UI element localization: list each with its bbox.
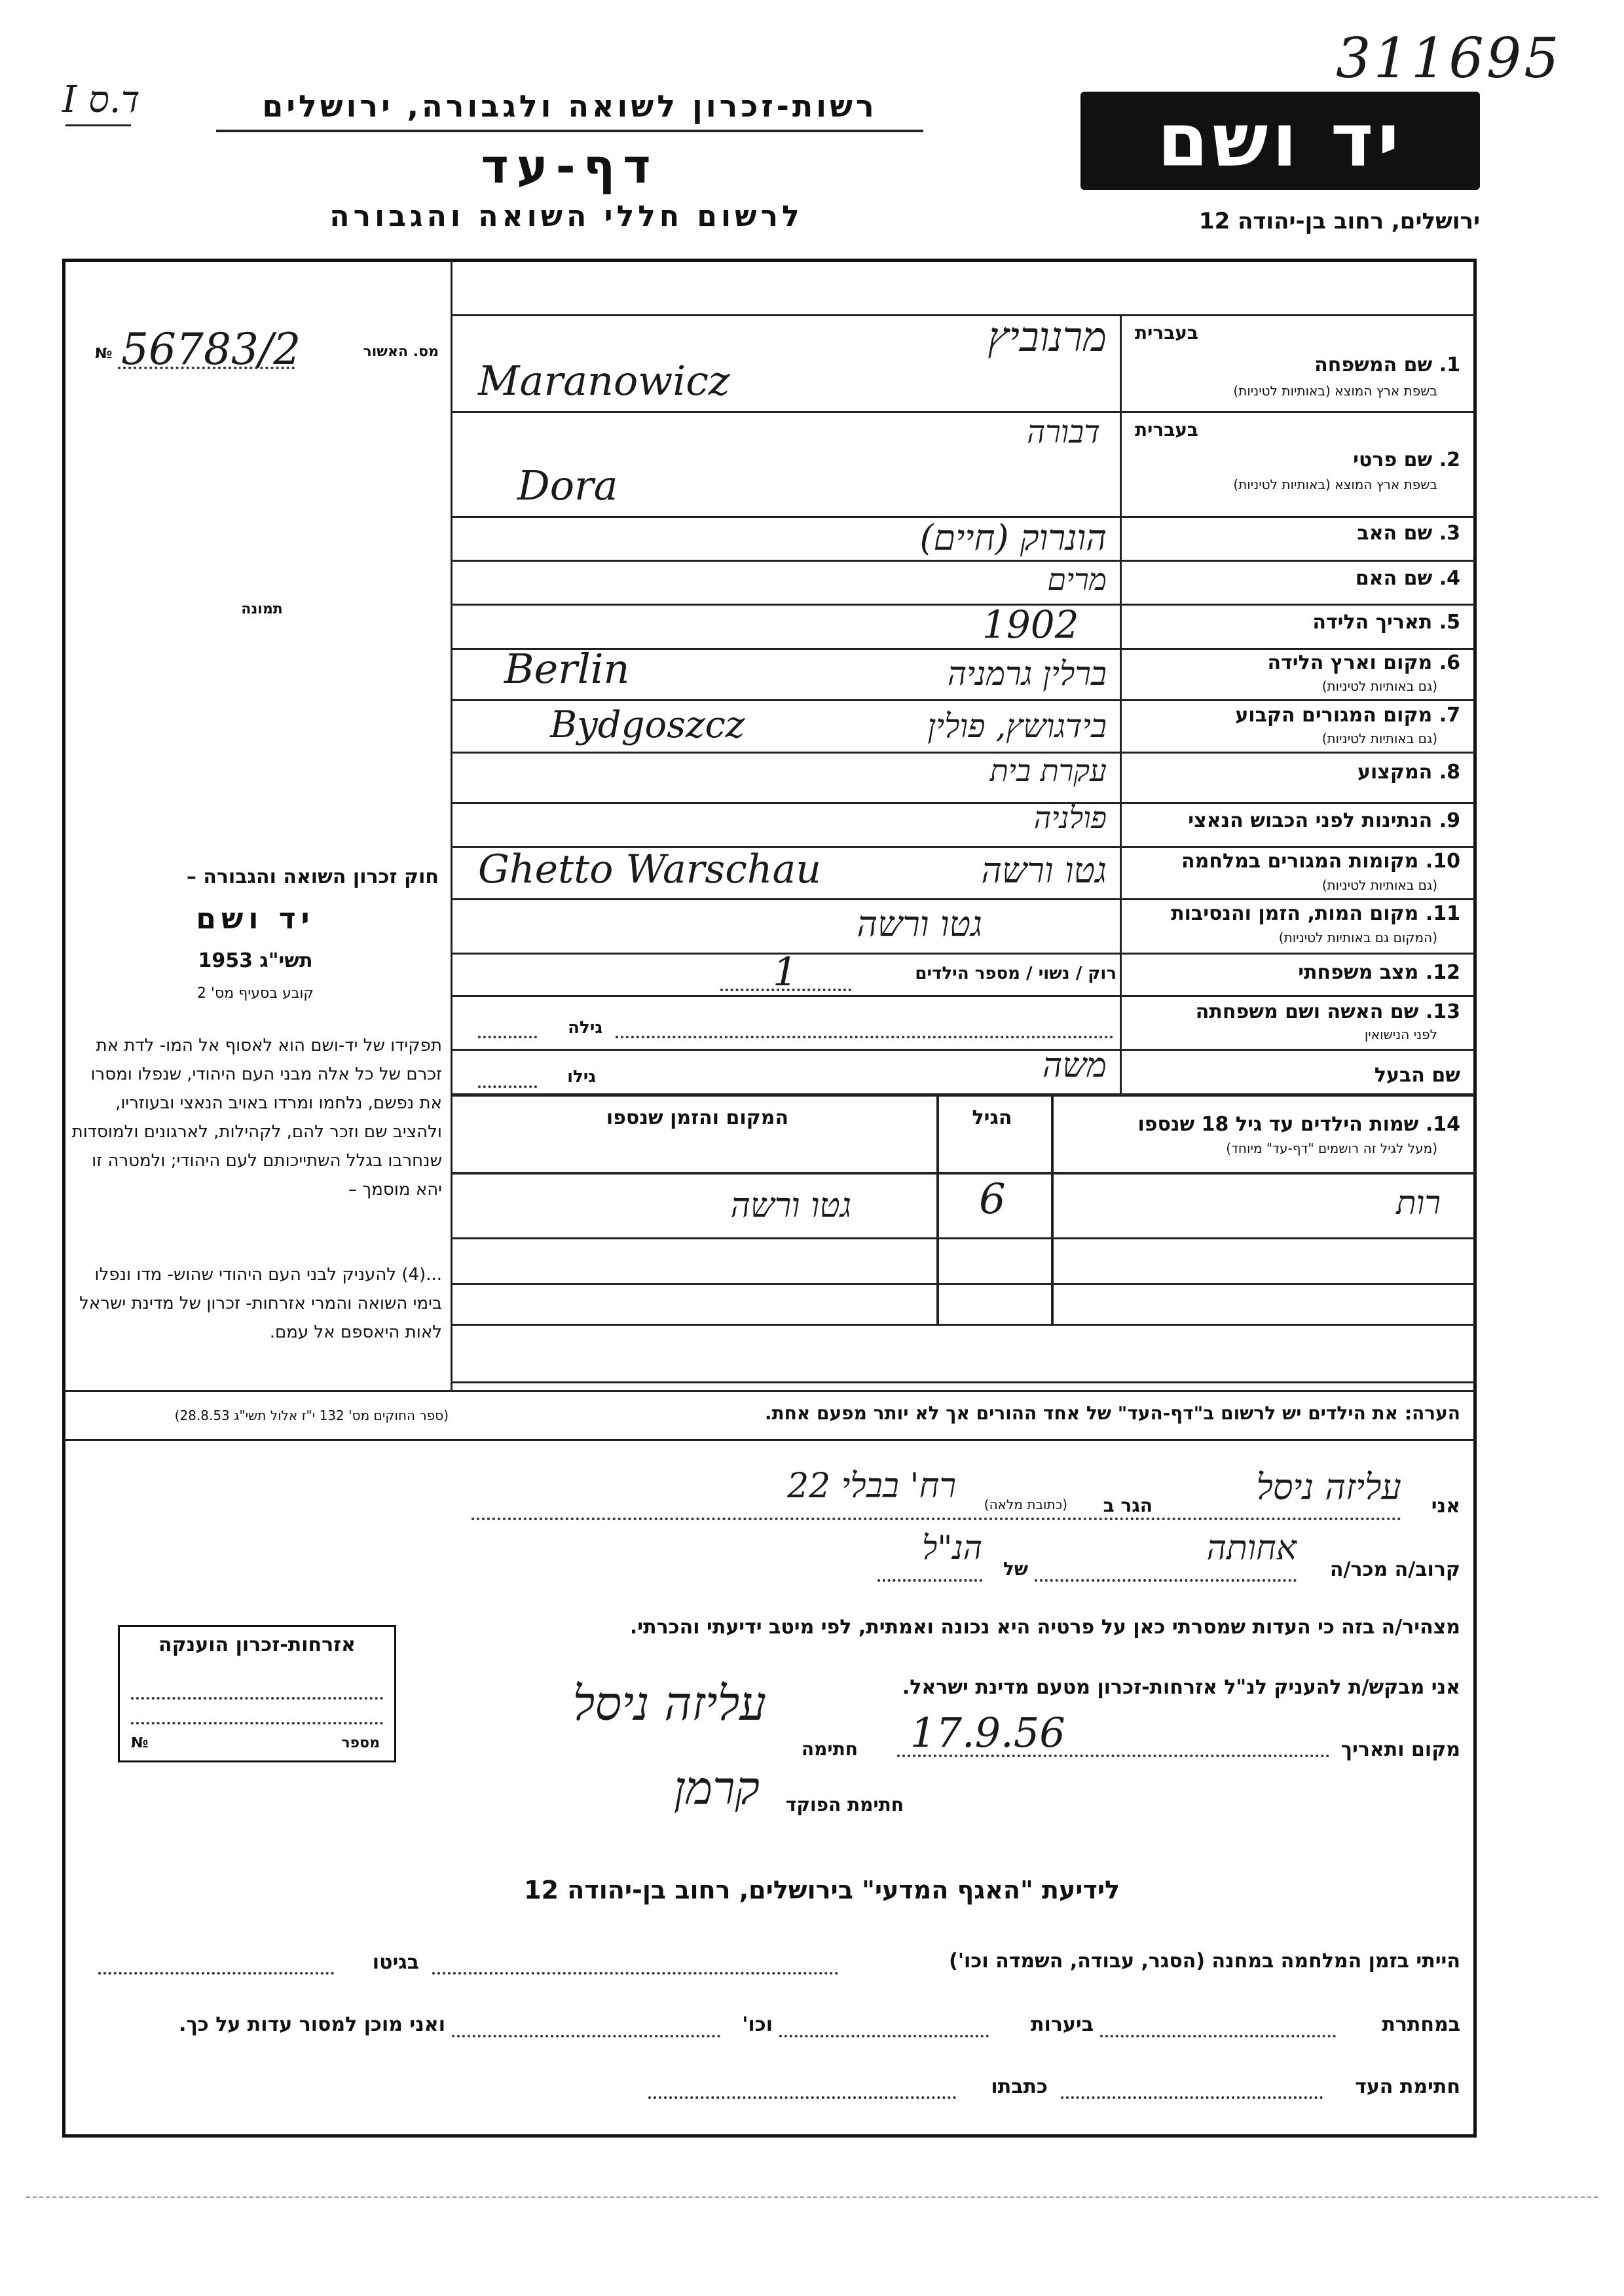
declarant-name: עליזה ניסל: [1256, 1467, 1401, 1508]
witness-address-label: כתבתו: [991, 2075, 1048, 2098]
field-12-label: 12. מצב משפחתי: [1298, 961, 1460, 984]
field-5-value: 1902: [982, 602, 1079, 647]
field-7-label: 7. מקום המגורים הקבוע: [1235, 704, 1460, 727]
field-2-hebrew-value: דבורה: [1027, 414, 1100, 450]
field-2-label: 2. שם פרטי: [1353, 448, 1460, 471]
field-10-sublabel: (גם באותיות לטיניות): [1321, 877, 1437, 893]
declaration-text: מצהיר/ה בזה כי העדות שמסרתי כאן על פרטיה היא נכונה ואמתית, לפי מיטב ידיעתי והכרתי.: [629, 1616, 1460, 1639]
form-title: דף-עד: [481, 139, 659, 194]
field-6-label: 6. מקום וארץ הלידה: [1267, 651, 1460, 674]
ready-to-testify: ואני מוכן למסור עדות על כך.: [179, 2013, 445, 2036]
official-signature: קרמן: [673, 1761, 760, 1815]
hebrew-label-1: בעברית: [1134, 322, 1198, 344]
archive-number: 311695: [1336, 26, 1562, 90]
field-3-value: הונרוק (חיים): [919, 517, 1107, 558]
underground-label: במחתרת: [1382, 2013, 1460, 2036]
approval-line: [118, 367, 295, 369]
approval-number: 56783/2: [121, 324, 301, 374]
husband-value: משה: [1042, 1046, 1107, 1085]
field-1-hebrew-value: מרנוביץ: [987, 313, 1107, 361]
child-1-name: רות: [1396, 1184, 1441, 1222]
citizenship-no-mark: №: [131, 1735, 149, 1751]
law-year: תשי"ג 1953: [198, 949, 313, 972]
field-7-sublabel: (גם באותיות לטיניות): [1321, 731, 1437, 746]
field-3-label: 3. שם האב: [1357, 522, 1460, 545]
field-13-label: 13. שם האשה ושם משפחתה: [1195, 1000, 1460, 1023]
children-age-header: הגיל: [972, 1106, 1012, 1129]
law-name: יד ושם: [196, 902, 315, 936]
field-10-value: גטו ורשה: [981, 850, 1107, 891]
camp-line: הייתי בזמן המלחמה במחנה (הסגר, עבודה, השמדה וכו'): [949, 1950, 1460, 1973]
header-address: ירושלים, רחוב בן-יהודה 12: [1198, 208, 1480, 234]
approval-no-mark: №: [95, 346, 113, 362]
hebrew-label-2: בעברית: [1134, 419, 1198, 441]
citizenship-number-label: מספר: [341, 1735, 380, 1751]
citizenship-box-title: אזרחות-זכרון הוענקה: [158, 1633, 356, 1656]
field-1-sublabel: בשפת ארץ המוצא (באותיות לטיניות): [1233, 383, 1437, 399]
field-8-value: עקרת בית: [989, 753, 1107, 788]
forests-label: ביערות: [1031, 2013, 1094, 2036]
law-clause: קובע בסעיף מס' 2: [196, 985, 314, 1002]
husband-age-label: גילו: [567, 1067, 596, 1087]
citizenship-request: אני מבקש/ת להעניק לנ"ל אזרחות-זכרון מטעם מדינת ישראל.: [902, 1676, 1460, 1699]
signature-label: חתימה: [801, 1738, 858, 1760]
place-date-label: מקום ותאריך: [1340, 1738, 1460, 1761]
children-note: (מעל לגיל זה רושמים "דף-עד" מיוחד): [1226, 1140, 1437, 1156]
official-signature-label: חתימת הפוקד: [785, 1794, 904, 1815]
photo-label: תמונה: [241, 601, 283, 617]
child-1-place: גטו ורשה: [730, 1186, 851, 1226]
wife-age-label: גילה: [568, 1018, 602, 1038]
declarant-address-note: (כתובת מלאה): [984, 1497, 1067, 1512]
declarant-of-value: הנ"ל: [922, 1529, 982, 1567]
field-7-latin-value: Bydgoszcz: [550, 704, 745, 746]
field-2-sublabel: בשפת ארץ המוצא (באותיות לטיניות): [1233, 477, 1437, 492]
authority-underline: [216, 130, 923, 132]
corner-mark-underline: [65, 124, 131, 126]
field-4-label: 4. שם האם: [1355, 567, 1460, 590]
field-10-latin-value: Ghetto Warschau: [478, 847, 821, 892]
etc-label: וכו': [742, 2013, 773, 2036]
declarant-address: רח' בבלי 22: [787, 1467, 956, 1506]
field-11-value: גטו ורשה: [857, 903, 982, 945]
field-1-latin-value: Maranowicz: [478, 357, 730, 405]
field-2-latin-value: Dora: [517, 462, 618, 509]
husband-label: שם הבעל: [1374, 1064, 1460, 1087]
law-text: תפקידו של יד-ושם הוא לאסוף אל המו- לדת את זכרם של כל אלה מבני העם היהודי, שנפלו ומסרו את נפשם, נלחמו ומרדו באויב הנאצי ובעוזריו, ולהציב שם וזכר להם, לקהילות, לארגונים ולמוסדות שנחרבו בגלל השתייכותם לעם היהודי; ולמטרה זו יהא מוסמך –: [71, 1036, 442, 1199]
declarant-signature: עליזה ניסל: [572, 1676, 766, 1731]
child-1-age: 6: [979, 1175, 1006, 1224]
declarant-relation-label: קרוב/ה מכר/ה: [1329, 1558, 1460, 1581]
field-9-label: 9. הנתינות לפני הכבוש הנאצי: [1188, 809, 1460, 832]
children-label: 14. שמות הילדים עד גיל 18 שנספו: [1137, 1113, 1460, 1136]
authority-name: רשות-זכרון לשואה ולגבורה, ירושלים: [262, 88, 877, 124]
corner-mark-hebrew: ד.ס: [88, 79, 140, 121]
field-4-value: מרים: [1047, 562, 1107, 597]
approval-label: מס. האשור: [363, 344, 439, 360]
left-column-divider: [451, 261, 452, 1390]
declarant-resides-label: הגר ב: [1103, 1495, 1153, 1516]
corner-mark: [62, 79, 140, 121]
field-11-sublabel: (המקום גם באותיות לטיניות): [1278, 930, 1437, 945]
field-7-value: בידגושץ, פולין: [927, 707, 1107, 745]
field-6-latin-value: Berlin: [504, 645, 630, 693]
field-12-options: רוק / נשוי / מספר הילדים: [915, 964, 1116, 983]
children-place-header: המקום והזמן שנספו: [606, 1106, 789, 1129]
declarant-of-label: של: [1003, 1558, 1028, 1580]
witness-signature-label: חתימת העד: [1355, 2075, 1460, 2098]
field-6-value: ברלין גרמניה: [947, 655, 1107, 693]
children-note-line: הערה: את הילדים יש לרשום ב"דף-העד" של אחד ההורים אך לא יותר מפעם אחת.: [764, 1402, 1460, 1424]
scan-edge-line: [26, 2196, 1598, 2198]
declarant-relation: אחותה: [1206, 1529, 1297, 1568]
corner-mark-latin: I: [62, 79, 77, 121]
label-column-divider: [1120, 314, 1122, 1093]
field-12-children-count: 1: [773, 949, 798, 995]
declaration-date: 17.9.56: [910, 1709, 1065, 1757]
yad-vashem-logo: יד ושם: [1080, 92, 1480, 190]
field-1-label: 1. שם המשפחה: [1314, 354, 1460, 376]
field-10-label: 10. מקומות המגורים במלחמה: [1181, 850, 1460, 873]
field-11-label: 11. מקום המות, הזמן והנסיבות: [1171, 902, 1460, 925]
info-section-title: לידיעת "האגף המדעי" בירושלים, רחוב בן-יהודה 12: [524, 1876, 1120, 1904]
form-subtitle: לרשום חללי השואה והגבורה: [329, 200, 803, 233]
field-6-sublabel: (גם באותיות לטיניות): [1321, 678, 1437, 694]
law-text-continued: ...(4) להעניק לבני העם היהודי שהוש- מדו ונפלו בימי השואה והמרי אזרחות- זכרון של מדינת ישראל לאות היאספם אל עמם.: [79, 1265, 442, 1342]
ghetto-label: בגיטו: [372, 1951, 419, 1974]
field-5-label: 5. תאריך הלידה: [1312, 611, 1460, 634]
field-8-label: 8. המקצוע: [1357, 761, 1460, 784]
field-9-value: פולניה: [1033, 800, 1107, 835]
law-reference: (ספר החוקים מס' 132 י"ז אלול תשי"ג 28.8.53): [174, 1408, 449, 1423]
declarant-i-label: אני: [1431, 1495, 1460, 1518]
field-13-sublabel: לפני הנישואין: [1364, 1027, 1437, 1042]
law-title: חוק זכרון השואה והגבורה –: [186, 866, 439, 888]
